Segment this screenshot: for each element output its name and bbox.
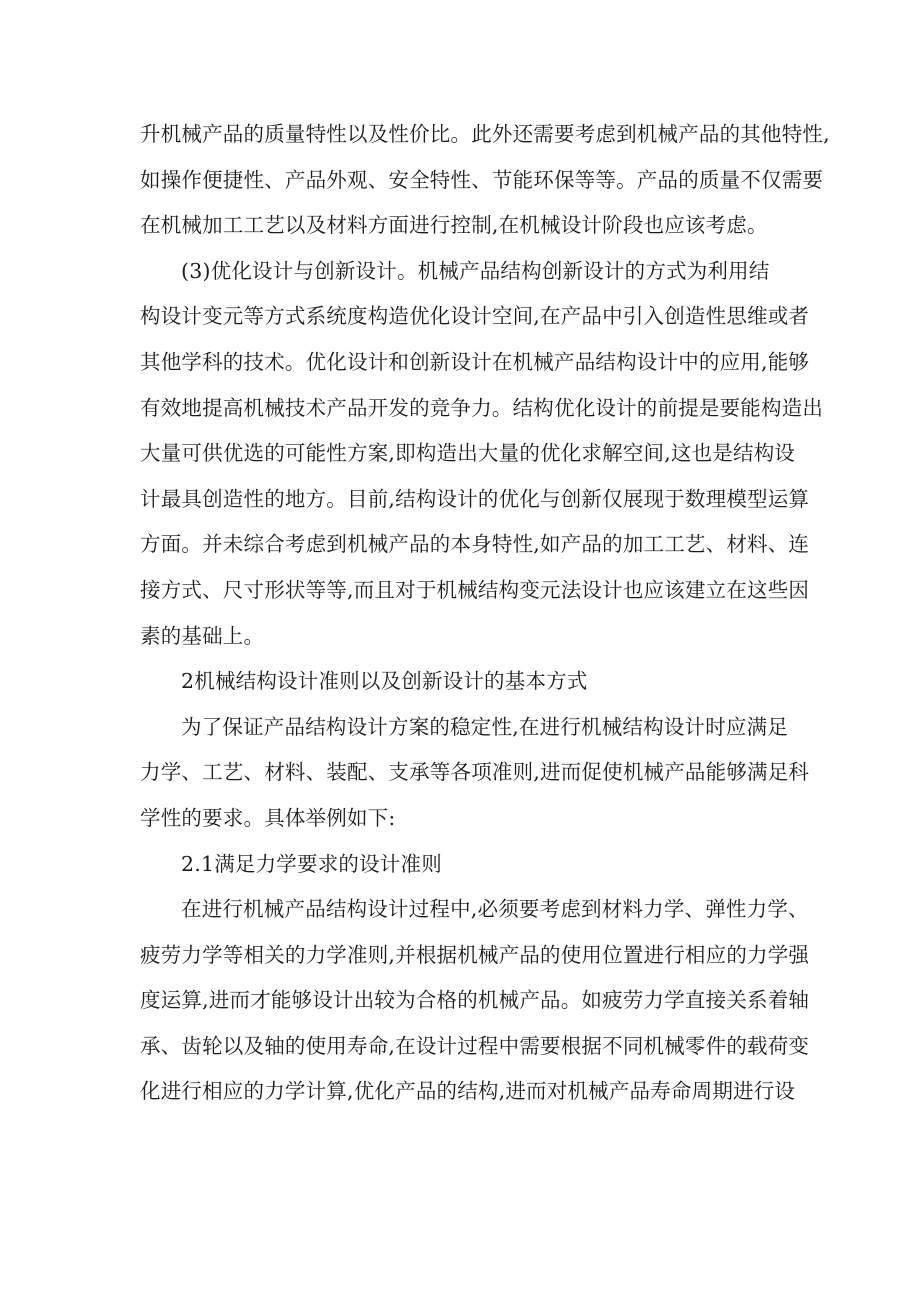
- text-line: 构设计变元等方式系统度构造优化设计空间,在产品中引入创造性思维或者: [140, 304, 810, 329]
- section-heading-text: 2机械结构设计准则以及创新设计的基本方式: [181, 669, 588, 694]
- paragraph-mechanics: [140, 887, 810, 1115]
- text-line: 其他学科的技术。优化设计和创新设计在机械产品结构设计中的应用,能够: [140, 349, 810, 374]
- text-line: 有效地提高机械技术产品开发的竞争力。结构优化设计的前提是要能构造出: [140, 395, 824, 420]
- text-line: 度运算,进而才能够设计出较为合格的机械产品。如疲劳力学直接关系着轴: [140, 988, 810, 1013]
- document-body: [140, 112, 830, 1115]
- text-line: 为了保证产品结构设计方案的稳定性,在进行机械结构设计时应满足: [181, 714, 789, 739]
- text-line: 承、齿轮以及轴的使用寿命,在设计过程中需要根据不同机械零件的载荷变: [140, 1033, 810, 1058]
- text-line: 力学、工艺、材料、装配、支承等各项准则,进而促使机械产品能够满足科: [140, 760, 810, 785]
- text-line: 大量可供优选的可能性方案,即构造出大量的优化求解空间,这也是结构设: [140, 441, 796, 466]
- text-line: 接方式、尺寸形状等等,而且对于机械结构变元法设计也应该建立在这些因: [140, 577, 810, 602]
- paragraph-stability: [140, 705, 810, 842]
- section-heading-2: [140, 659, 800, 705]
- text-line: 方面。并未综合考虑到机械产品的本身特性,如产品的加工工艺、材料、连: [140, 532, 810, 557]
- text-line: 计最具创造性的地方。目前,结构设计的优化与创新仅展现于数理模型运算: [140, 486, 810, 511]
- section-heading-text: 2.1满足力学要求的设计准则: [181, 851, 442, 876]
- section-heading-2-1: [140, 842, 800, 888]
- paragraph-optimization-design: [140, 249, 824, 659]
- text-line: (3)优化设计与创新设计。机械产品结构创新设计的方式为利用结: [181, 258, 770, 283]
- text-line: 升机械产品的质量特性以及性价比。此外还需要考虑到机械产品的其他特性,: [140, 122, 830, 146]
- text-line: 如操作便捷性、产品外观、安全特性、节能环保等等。产品的质量不仅需要: [140, 167, 824, 192]
- text-line: 学性的要求。具体举例如下:: [140, 805, 396, 830]
- text-line: 在进行机械产品结构设计过程中,必须要考虑到材料力学、弹性力学、: [181, 897, 809, 922]
- paragraph-quality-continued: [140, 112, 830, 249]
- text-line: 素的基础上。: [140, 623, 265, 648]
- text-line: 疲劳力学等相关的力学准则,并根据机械产品的使用位置进行相应的力学强: [140, 942, 810, 967]
- text-line: 在机械加工工艺以及材料方面进行控制,在机械设计阶段也应该考虑。: [140, 213, 768, 238]
- text-line: 化进行相应的力学计算,优化产品的结构,进而对机械产品寿命周期进行设: [140, 1079, 796, 1104]
